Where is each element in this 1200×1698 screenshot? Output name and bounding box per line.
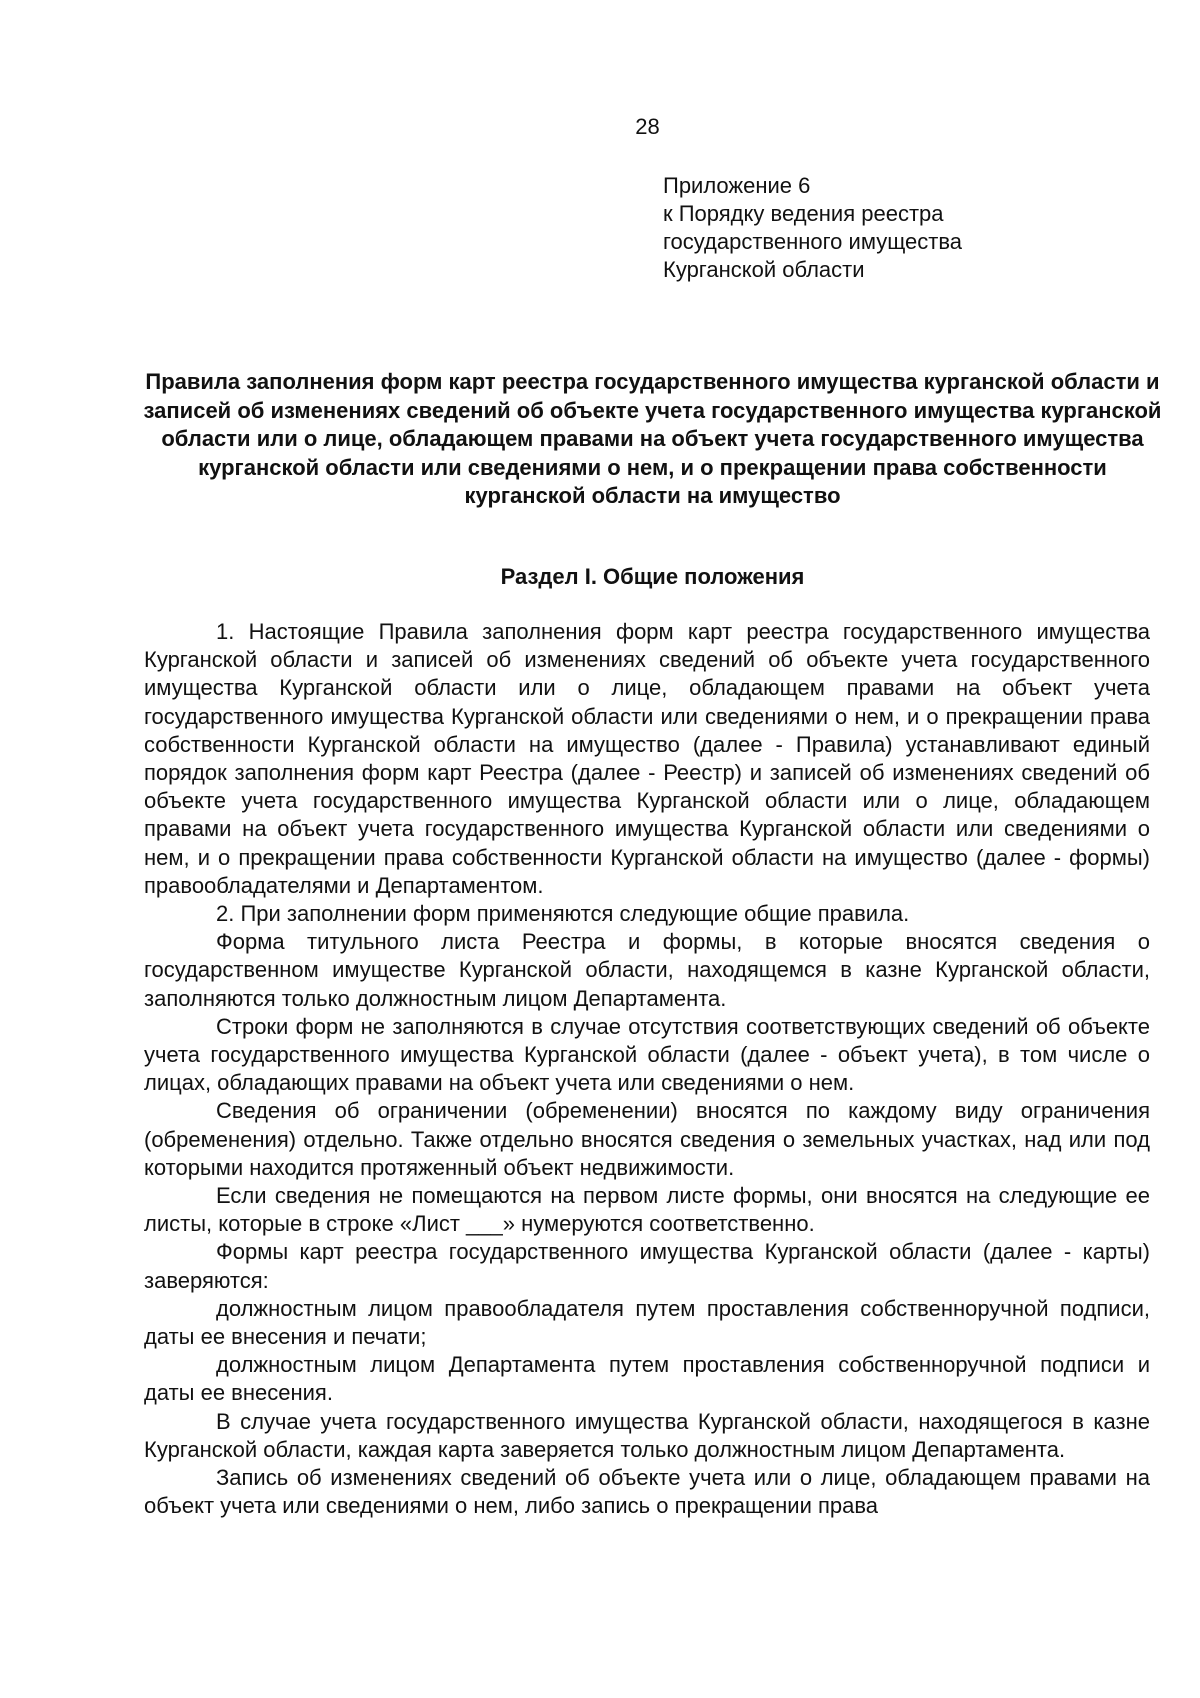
paragraph: должностным лицом Департамента путем проставления собственноручной подписи и даты ее внесения. bbox=[144, 1352, 1150, 1406]
document-title: Правила заполнения форм карт реестра государственного имущества курганской области и записей об изменениях сведений об объекте учета государственного имущества курганской области или о лице, обладающем правами на объект учета государственного имущества курганской области или сведениями о нем, и о прекращении права собственности курганской области на имущество bbox=[143, 369, 1162, 508]
paragraph: Если сведения не помещаются на первом листе формы, они вносятся на следующие ее листы, которые в строке «Лист ___» нумеруются соответственно. bbox=[144, 1183, 1150, 1237]
appendix-block bbox=[663, 172, 962, 284]
paragraph: Форма титульного листа Реестра и формы, в которые вносятся сведения о государственном имуществе Курганской области, находящемся в казне Курганской области, заполняются только должностным лицом Департамента. bbox=[144, 929, 1150, 1011]
page-number: 28 bbox=[635, 114, 660, 139]
paragraph: должностным лицом правообладателя путем проставления собственноручной подписи, даты ее внесения и печати; bbox=[144, 1295, 1150, 1350]
paragraph: Сведения об ограничении (обременении) вносятся по каждому виду ограничения (обременения) отдельно. Также отдельно вносятся сведения о земельных участках, над или под которыми находится протяженный объект недвижимости. bbox=[144, 1098, 1150, 1180]
paragraph: В случае учета государственного имущества Курганской области, находящегося в казне Курганской области, каждая карта заверяется только должностным лицом Департамента. bbox=[144, 1408, 1150, 1462]
paragraph: 2. При заполнении форм применяются следующие общие правила. bbox=[216, 901, 910, 927]
paragraph: Запись об изменениях сведений об объекте учета или о лице, обладающем правами на объект учета или сведениями о нем, либо запись о прекращении права bbox=[144, 1465, 1150, 1519]
section-heading: Раздел I. Общие положения bbox=[500, 564, 805, 589]
paragraph: Строки форм не заполняются в случае отсутствия соответствующих сведений об объекте учета государственного имущества Курганской области (далее - объект учета), в том числе о лицах, обладающих правами на объект учета или сведениями о нем. bbox=[144, 1013, 1150, 1096]
appendix-line: Приложение 6 bbox=[663, 173, 811, 198]
appendix-line: государственного имущества bbox=[663, 229, 963, 254]
document-body bbox=[144, 618, 1150, 1521]
paragraph: 1. Настоящие Правила заполнения форм карт реестра государственного имущества Курганской области и записей об изменениях сведений об объекте учета государственного имущества Курганской области или о лице, обладающем правами на объект учета государственного имущества Курганской области или сведениями о нем, и о прекращении права собственности Курганской области на имущество (далее - Правила) устанавливают единый порядок заполнения форм карт Реестра (далее - Реестр) и записей об изменениях сведений об объекте учета государственного имущества Курганской области или о лице, обладающем правами на объект учета государственного имущества Курганской области или сведениями о нем, и о прекращении права собственности Курганской области на имущество (далее - формы) правообладателями и Департаментом. bbox=[144, 619, 1150, 898]
appendix-line: Курганской области bbox=[663, 257, 865, 282]
appendix-line: к Порядку ведения реестра bbox=[663, 201, 944, 226]
paragraph: Формы карт реестра государственного имущества Курганской области (далее - карты) заверяются: bbox=[144, 1239, 1150, 1293]
